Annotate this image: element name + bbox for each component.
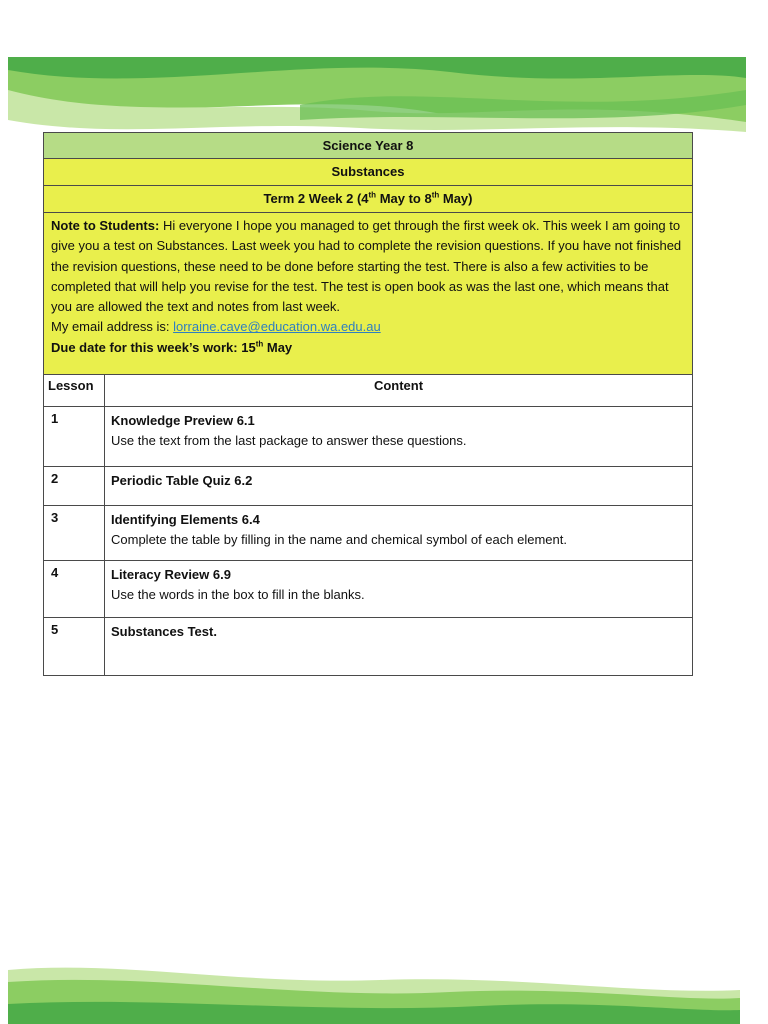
lesson-number: 1 <box>44 407 105 467</box>
lesson-row <box>44 561 693 618</box>
lesson-row <box>44 467 693 506</box>
lesson-row <box>44 407 693 467</box>
lesson-content <box>105 467 693 506</box>
note-label: Note to Students: <box>51 218 160 233</box>
email-link[interactable]: lorraine.cave@education.wa.edu.au <box>173 319 381 335</box>
bottom-wave-banner <box>0 960 768 1024</box>
lesson-content <box>105 506 693 561</box>
document-title: Science Year 8 <box>44 133 693 159</box>
lesson-number: 5 <box>44 618 105 676</box>
due-date: Due date for this week’s work: 15th May <box>51 339 293 355</box>
column-header-lesson: Lesson <box>44 375 105 407</box>
top-wave-banner <box>0 50 768 135</box>
topic-title: Substances <box>44 159 693 186</box>
lesson-plan-table <box>43 132 693 676</box>
lesson-content <box>105 561 693 618</box>
note-to-students <box>44 213 693 375</box>
lesson-title: Literacy Review 6.9 <box>111 567 231 582</box>
lesson-number: 2 <box>44 467 105 506</box>
lesson-content <box>105 618 693 676</box>
lesson-title: Knowledge Preview 6.1 <box>111 413 255 428</box>
lesson-row <box>44 618 693 676</box>
lesson-plan-document <box>43 132 693 676</box>
column-header-content: Content <box>105 375 693 407</box>
lesson-title: Identifying Elements 6.4 <box>111 512 260 527</box>
lesson-description: Use the words in the box to fill in the blanks. <box>111 587 365 602</box>
lesson-number: 3 <box>44 506 105 561</box>
lesson-content <box>105 407 693 467</box>
email-label: My email address is: <box>51 319 174 335</box>
lesson-description: Use the text from the last package to answer these questions. <box>111 433 467 448</box>
note-text: Hi everyone I hope you managed to get through the first week ok. This week I am going to give you a test on Substances. Last week you had to complete the revision questions. If you have not finished the revision questions, these need to be done before starting the test. There is also a few activities to be completed that will help you revise for the test. The test is open book as was the last one, which means that you are allowed the text and notes from last week. <box>51 218 682 315</box>
lesson-number: 4 <box>44 561 105 618</box>
term-dates: Term 2 Week 2 (4th May to 8th May) <box>44 186 693 213</box>
lesson-title: Substances Test. <box>111 624 217 639</box>
lesson-row <box>44 506 693 561</box>
lesson-title: Periodic Table Quiz 6.2 <box>111 473 253 488</box>
lesson-description: Complete the table by filling in the name and chemical symbol of each element. <box>111 532 567 547</box>
